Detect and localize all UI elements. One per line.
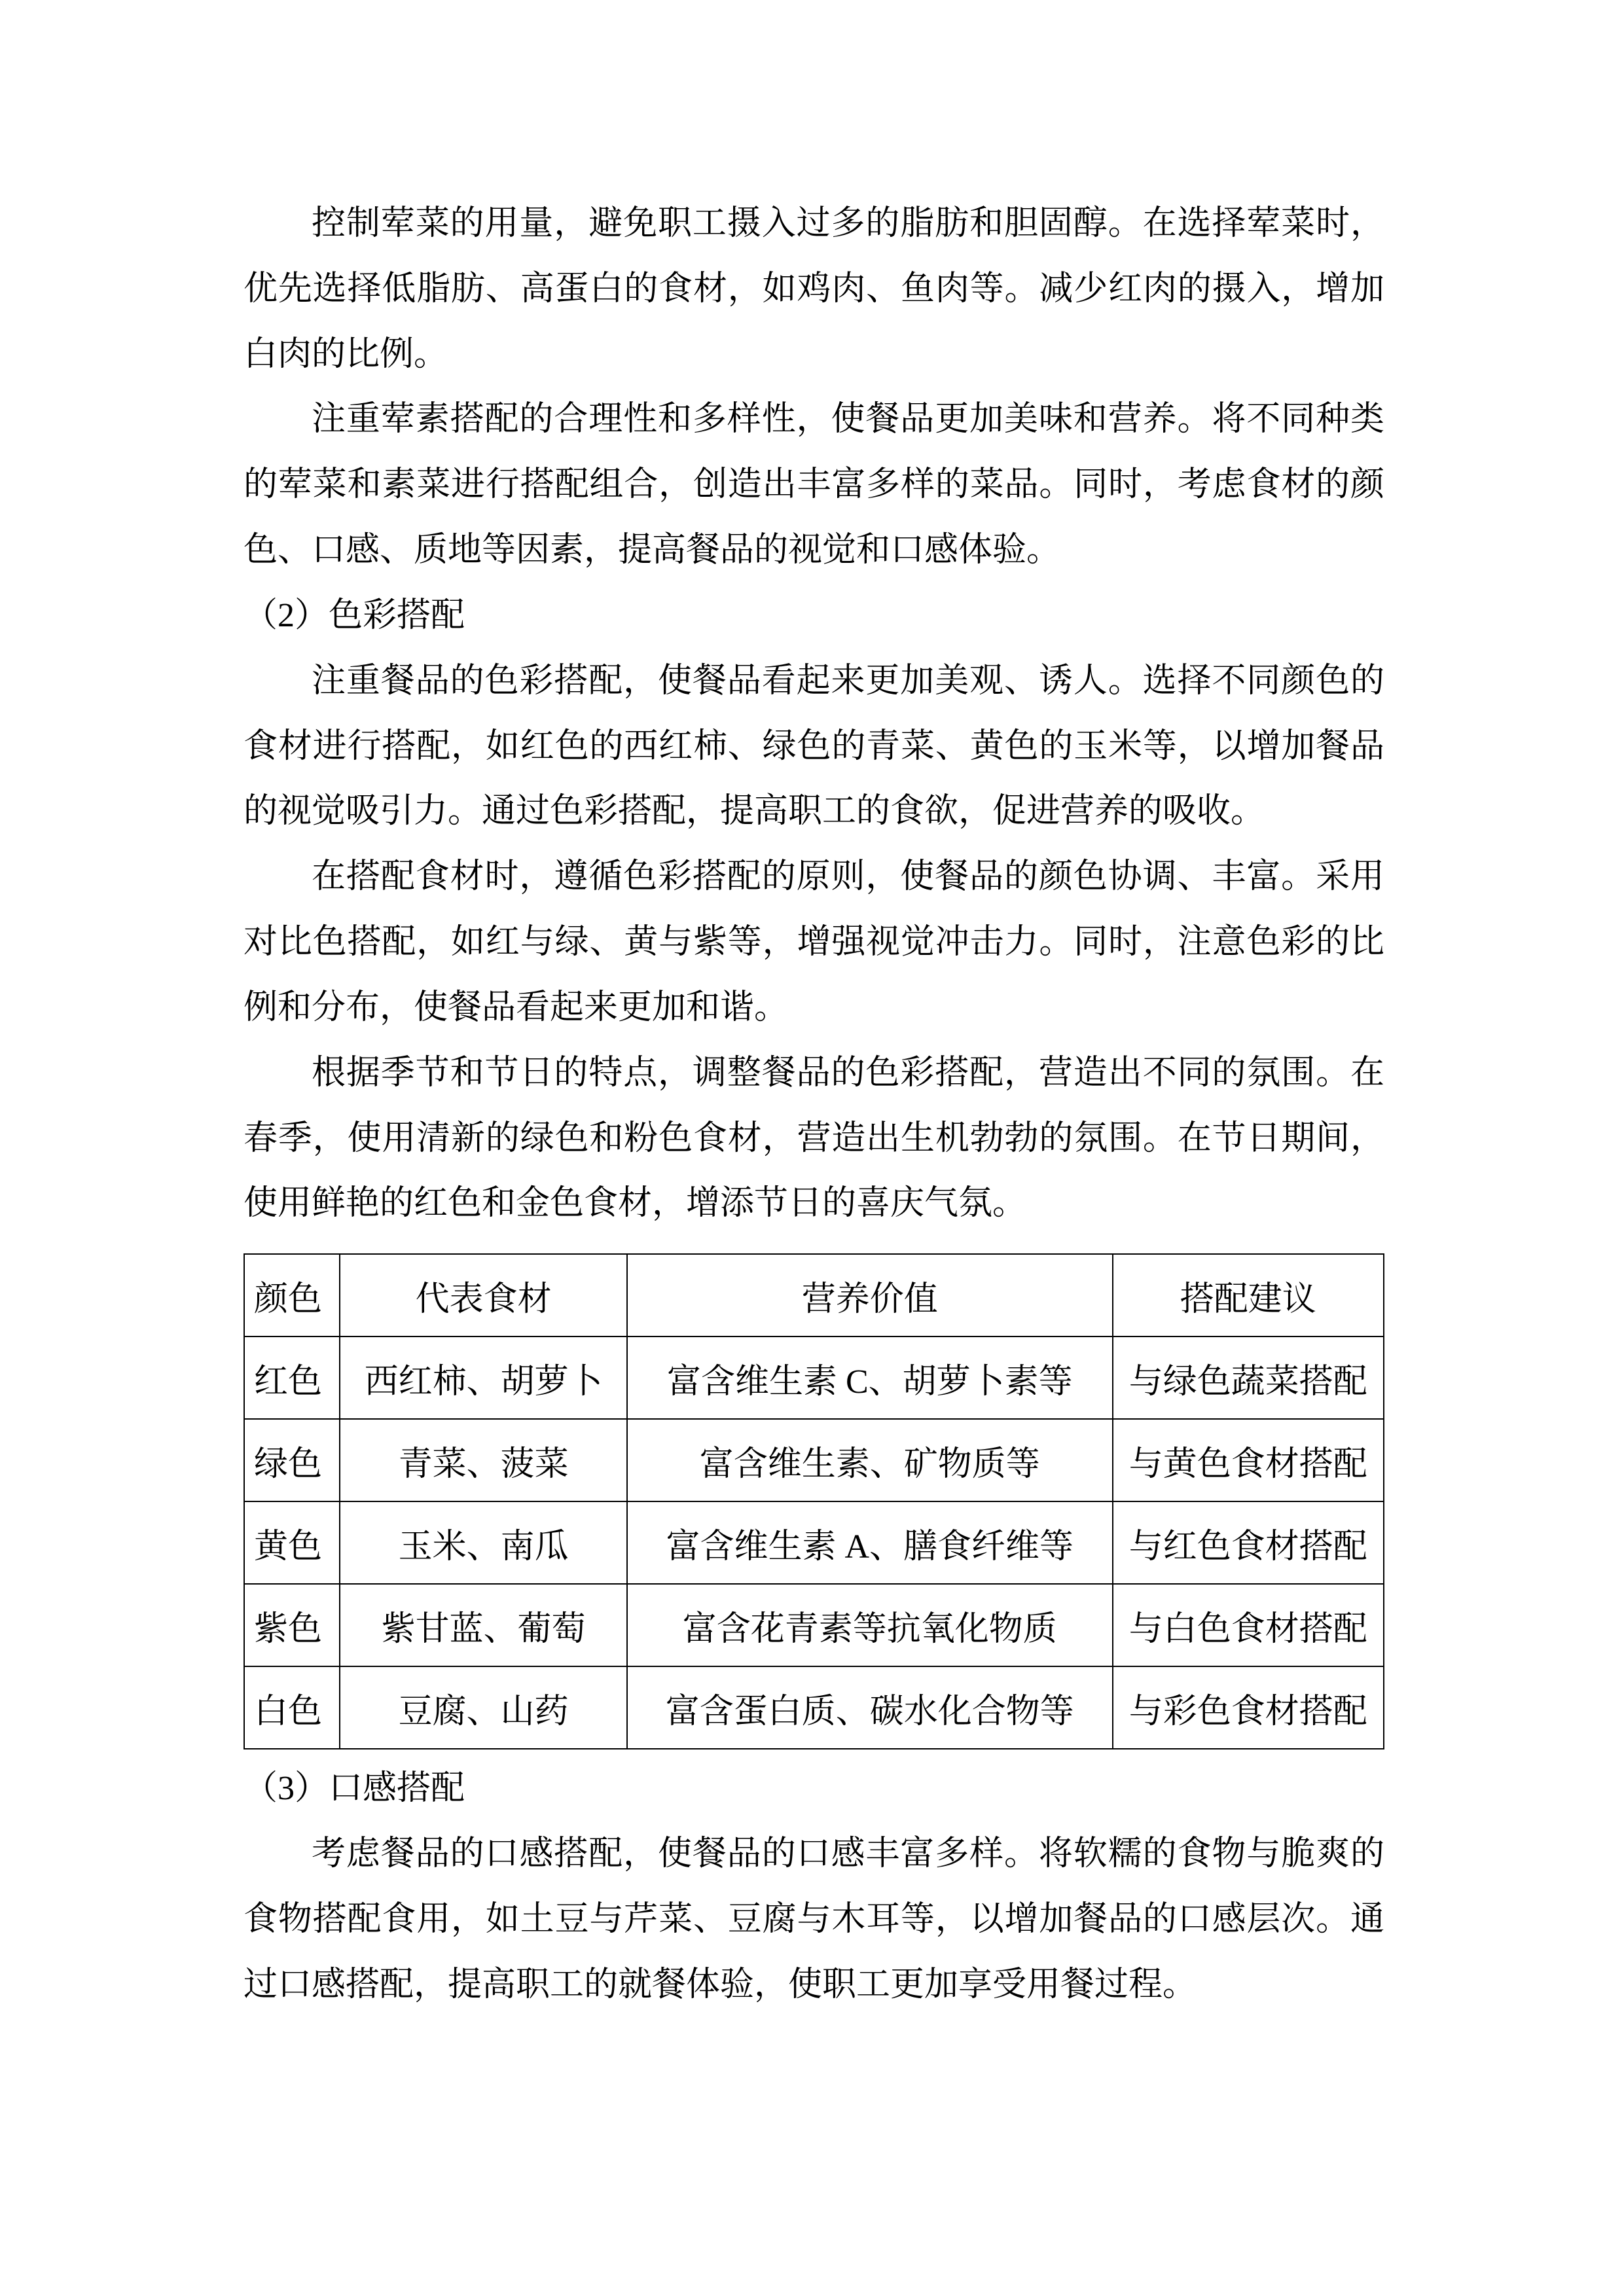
- table-cell: 白色: [244, 1666, 340, 1749]
- table-row: [244, 1501, 1384, 1584]
- table-cell: 富含维生素 A、膳食纤维等: [627, 1501, 1113, 1584]
- paragraph-color-appeal: 注重餐品的色彩搭配，使餐品看起来更加美观、诱人。选择不同颜色的食材进行搭配，如红色的西红柿、绿色的青菜、黄色的玉米等，以增加餐品的视觉吸引力。通过色彩搭配，提高职工的食欲，促进营养的吸收。: [244, 662, 1384, 831]
- section-heading-color-pairing: （2）色彩搭配: [244, 596, 465, 634]
- table-cell: 与白色食材搭配: [1113, 1584, 1384, 1666]
- table-cell: 与红色食材搭配: [1113, 1501, 1384, 1584]
- table-row: [244, 1336, 1384, 1419]
- table-cell: 红色: [244, 1336, 340, 1419]
- table-cell: 富含维生素 C、胡萝卜素等: [627, 1336, 1113, 1419]
- table-row: [244, 1584, 1384, 1666]
- table-cell: 紫色: [244, 1584, 340, 1666]
- table-cell: 玉米、南瓜: [340, 1501, 627, 1584]
- table-cell: 富含蛋白质、碳水化合物等: [627, 1666, 1113, 1749]
- paragraph-color-principles: 在搭配食材时，遵循色彩搭配的原则，使餐品的颜色协调、丰富。采用对比色搭配，如红与绿、黄与紫等，增强视觉冲击力。同时，注意色彩的比例和分布，使餐品看起来更加和谐。: [244, 858, 1384, 1026]
- table-cell: 黄色: [244, 1501, 340, 1584]
- table-row: [244, 1419, 1384, 1501]
- paragraph-meat-control: 控制荤菜的用量，避免职工摄入过多的脂肪和胆固醇。在选择荤菜时，优先选择低脂肪、高蛋白的食材，如鸡肉、鱼肉等。减少红肉的摄入，增加白肉的比例。: [244, 205, 1384, 373]
- table-header-foods: 代表食材: [340, 1254, 627, 1336]
- paragraph-taste-pairing: 考虑餐品的口感搭配，使餐品的口感丰富多样。将软糯的食物与脆爽的食物搭配食用，如土豆与芹菜、豆腐与木耳等，以增加餐品的口感层次。通过口感搭配，提高职工的就餐体验，使职工更加享受用餐过程。: [244, 1835, 1384, 2003]
- section-heading-taste-pairing: （3）口感搭配: [244, 1770, 465, 1808]
- table-header-row: [244, 1254, 1384, 1336]
- table-cell: 富含花青素等抗氧化物质: [627, 1584, 1113, 1666]
- paragraph-color-seasonal: 根据季节和节日的特点，调整餐品的色彩搭配，营造出不同的氛围。在春季，使用清新的绿色和粉色食材，营造出生机勃勃的氛围。在节日期间，使用鲜艳的红色和金色食材，增添节日的喜庆气氛。: [244, 1054, 1384, 1223]
- table-cell: 绿色: [244, 1419, 340, 1501]
- table-cell: 青菜、菠菜: [340, 1419, 627, 1501]
- table-cell: 西红柿、胡萝卜: [340, 1336, 627, 1419]
- table-cell: 与绿色蔬菜搭配: [1113, 1336, 1384, 1419]
- table-header-suggestion: 搭配建议: [1113, 1254, 1384, 1336]
- table-row: [244, 1666, 1384, 1749]
- paragraph-meat-veg-balance: 注重荤素搭配的合理性和多样性，使餐品更加美味和营养。将不同种类的荤菜和素菜进行搭配组合，创造出丰富多样的菜品。同时，考虑食材的颜色、口感、质地等因素，提高餐品的视觉和口感体验。: [244, 401, 1384, 569]
- table-cell: 豆腐、山药: [340, 1666, 627, 1749]
- table-cell: 与黄色食材搭配: [1113, 1419, 1384, 1501]
- color-pairing-table: [244, 1253, 1384, 1749]
- table-header-nutrition: 营养价值: [627, 1254, 1113, 1336]
- table-cell: 富含维生素、矿物质等: [627, 1419, 1113, 1501]
- table-cell: 紫甘蓝、葡萄: [340, 1584, 627, 1666]
- table-cell: 与彩色食材搭配: [1113, 1666, 1384, 1749]
- table-header-color: 颜色: [244, 1254, 340, 1336]
